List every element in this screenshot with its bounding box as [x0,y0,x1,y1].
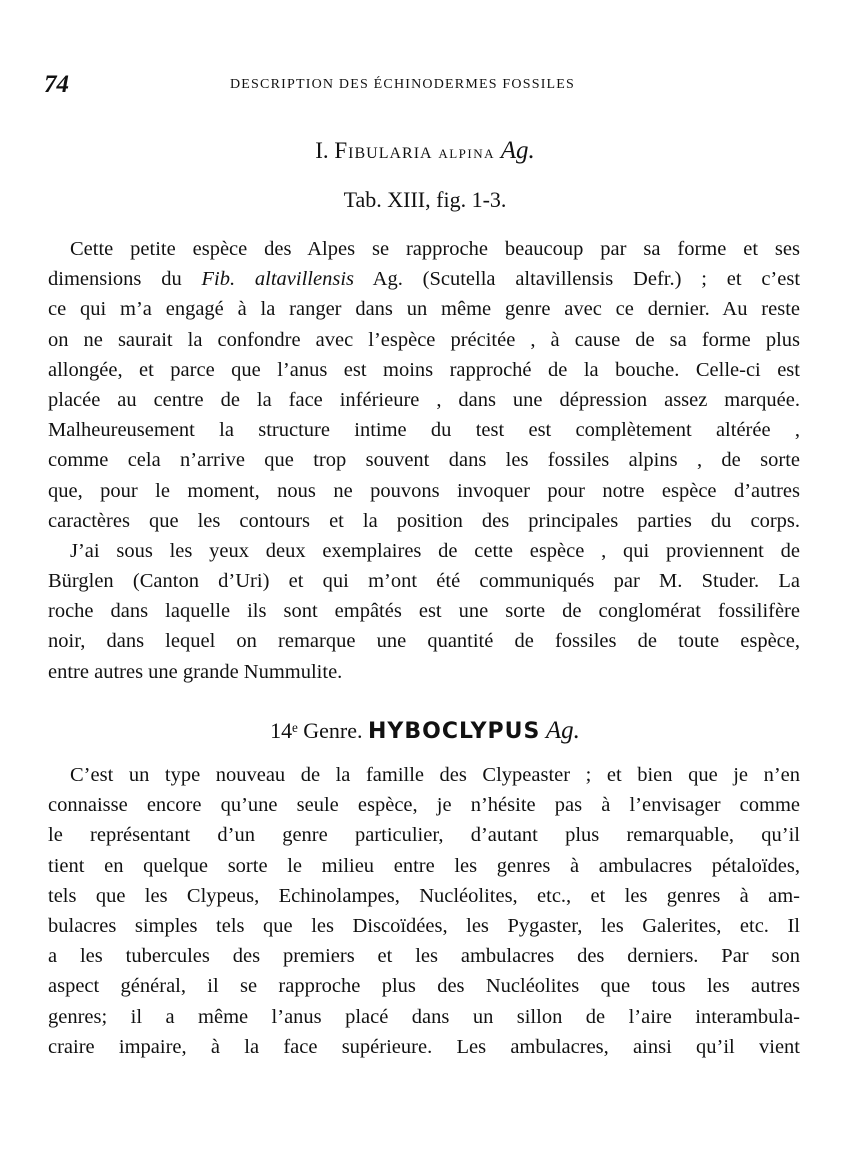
text-line: on ne saurait la confondre avec l’espèce précitée , à cause de sa forme plus [48,328,800,351]
species-author: Ag. [500,137,535,164]
text-line: tels que les Clypeus, Echinolampes, Nucléolites, etc., et les genres à am- [48,884,800,907]
text-fragment: dimensions du [48,268,182,291]
running-head: DESCRIPTION DES ÉCHINODERMES FOSSILES [230,77,576,92]
text-line: craire impaire, à la face supérieure. Les ambulacres, ainsi qu’il vient [48,1035,800,1058]
species-name: alpina [438,142,496,162]
text-fragment: Ag. (Scutella altavillensis Defr.) ; et c’est [372,268,801,291]
text-line: bulacres simples tels que les Discoïdées, les Pygaster, les Galerites, etc. Il [48,914,800,937]
species-description [48,234,800,687]
genus-description [48,760,800,1062]
plate-reference: Tab. XIII, fig. 1-3. [343,187,507,212]
text-line: tient en quelque sorte le milieu entre les genres à ambulacres pétaloïdes, [48,854,800,877]
text-line: aspect général, il se rapproche plus des Nucléolites que tous les autres [48,975,800,998]
text-line: Cette petite espèce des Alpes se rapproche beaucoup par sa forme et ses [70,238,800,260]
genus-name: HYBOCLYPUS [368,719,541,744]
text-line: ce qui m’a engagé à la ranger dans un même genre avec ce dernier. Au reste [48,298,800,321]
text-line: Bürglen (Canton d’Uri) et qui m’ont été communiqués par M. Studer. La [48,570,800,593]
text-line: placée au centre de la face inférieure , dans une dépression assez marquée. [48,388,800,411]
genus-author: Ag. [545,717,580,744]
text-line: noir, dans lequel on remarque une quantité de fossiles de toute espèce, [48,630,800,653]
text-line: genres; il a même l’anus placé dans un sillon de l’aire interambula- [48,1005,800,1028]
page-number: 74 [44,71,69,98]
species-heading [0,136,850,167]
text-line: entre autres une grande Nummulite. [48,660,343,683]
text-line: caractères que les contours et la position des principales parties du corps. [48,509,800,532]
genus-heading [0,716,850,747]
text-line: allongée, et parce que l’anus est moins rapproché de la bouche. Celle-ci est [48,358,800,381]
italic-species-name: Fib. altavillensis [201,268,354,291]
species-number: I. [315,138,329,163]
text-line: J’ai sous les yeux deux exemplaires de cette espèce , qui proviennent de [70,539,800,562]
text-line: le représentant d’un genre particulier, d’autant plus remarquable, qu’il [48,824,800,847]
text-line: que, pour le moment, nous ne pouvons invoquer pour notre espèce d’autres [48,479,800,502]
text-line: C’est un type nouveau de la famille des Clypeaster ; et bien que je n’en [70,764,800,786]
text-line [48,264,800,294]
species-genus: Fibularia [334,138,433,163]
text-line: comme cela n’arrive que trop souvent dans les fossiles alpins , de sorte [48,449,800,472]
text-line: Malheureusement la structure intime du test est complètement altérée , [48,419,800,442]
text-line: a les tubercules des premiers et les ambulacres des derniers. Par son [48,945,800,968]
text-line: roche dans laquelle ils sont empâtés est une sorte de conglomérat fossilifère [48,600,800,623]
text-line: connaisse encore qu’une seule espèce, je n’hésite pas à l’envisager comme [48,794,800,817]
genus-ordinal: 14ᵉ Genre. [270,718,363,743]
